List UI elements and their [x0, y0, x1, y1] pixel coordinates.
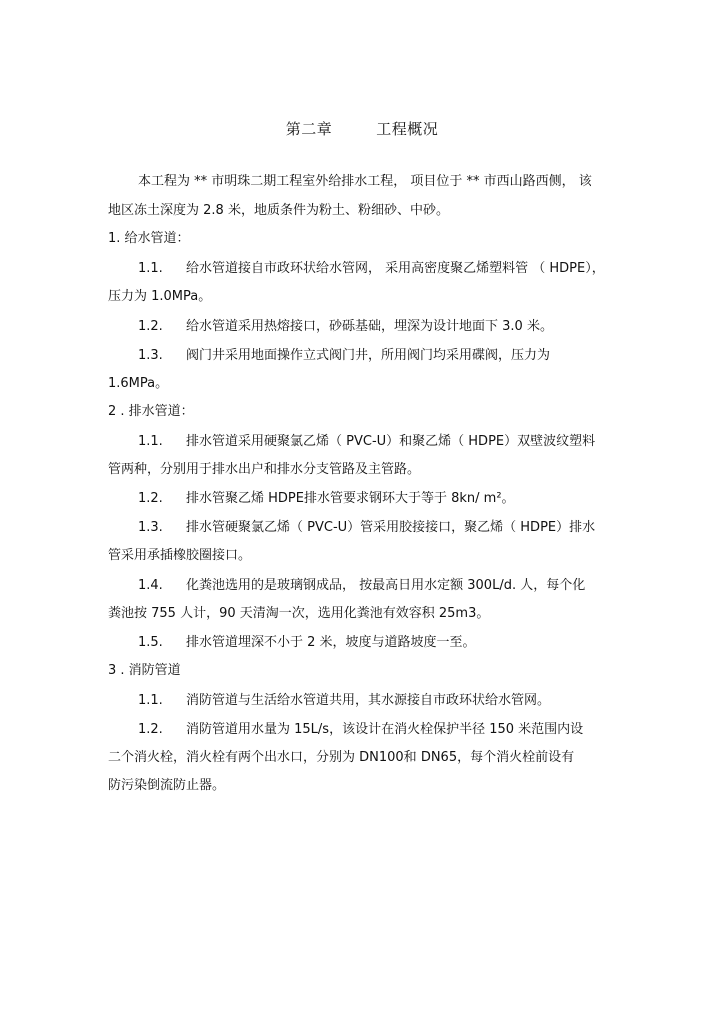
- item-text: 化粪池选用的是玻璃钢成品， 按最高日用水定额 300L/d. 人，每个化: [186, 578, 586, 593]
- item-continuation: 管两种，分别用于排水出户和排水分支管路及主管路。: [108, 462, 421, 477]
- item-number: 1.3.: [138, 520, 163, 535]
- item-text: 消防管道用水量为 15L/s，该设计在消火栓保护半径 150 米范围内设: [186, 722, 584, 737]
- item-continuation: 粪池按 755 人计，90 天清淘一次，选用化粪池有效容积 25m3。: [108, 606, 490, 621]
- item-number: 1.2.: [138, 491, 163, 506]
- item-continuation: 二个消火栓，消火栓有两个出水口，分别为 DN100和 DN65，每个消火栓前设有: [108, 750, 575, 765]
- intro-paragraph-line: 本工程为 ** 市明珠二期工程室外给排水工程， 项目位于 ** 市西山路西侧， 该: [138, 174, 592, 189]
- item-continuation: 1.6MPa。: [108, 376, 169, 391]
- page-title: [0, 118, 724, 139]
- item-text: 排水管硬聚氯乙烯（ PVC-U）管采用胶接接口，聚乙烯（ HDPE）排水: [186, 520, 596, 535]
- list-item: [138, 633, 658, 653]
- list-item: [138, 432, 658, 452]
- item-number: 1.4.: [138, 578, 163, 593]
- item-text: 给水管道接自市政环状给水管网， 采用高密度聚乙烯塑料管 （ HDPE），: [186, 261, 605, 276]
- item-continuation: 防污染倒流防止器。: [108, 778, 226, 793]
- intro-paragraph-line: 地区冻土深度为 2.8 米，地质条件为粉土、粉细砂、中砂。: [108, 203, 449, 218]
- item-number: 1.2.: [138, 722, 163, 737]
- list-item: [138, 489, 658, 509]
- item-continuation: 压力为 1.0MPa。: [108, 289, 212, 304]
- item-number: 1.1.: [138, 261, 163, 276]
- chapter-number: 第二章: [285, 120, 333, 138]
- list-item: [138, 691, 658, 711]
- item-number: 1.2.: [138, 319, 163, 334]
- item-text: 排水管道采用硬聚氯乙烯（ PVC-U）和聚乙烯（ HDPE）双壁波纹塑料: [186, 434, 596, 449]
- item-text: 排水管聚乙烯 HDPE排水管要求钢环大于等于 8kn/ m²。: [186, 491, 515, 506]
- chapter-name: 工程概况: [376, 120, 439, 138]
- section-heading-drainage: 2 . 排水管道：: [108, 404, 194, 419]
- list-item: [138, 346, 658, 366]
- list-item: [138, 720, 658, 740]
- item-number: 1.3.: [138, 348, 163, 363]
- item-number: 1.1.: [138, 434, 163, 449]
- list-item: [138, 576, 658, 596]
- list-item: [138, 518, 658, 538]
- section-heading-fire: 3 . 消防管道: [108, 663, 181, 678]
- list-item: [138, 317, 658, 337]
- item-text: 给水管道采用热熔接口，砂砾基础，埋深为设计地面下 3.0 米。: [186, 319, 553, 334]
- item-text: 阀门井采用地面操作立式阀门井，所用阀门均采用碟阀，压力为: [186, 348, 551, 363]
- item-number: 1.1.: [138, 693, 163, 708]
- section-heading-water-supply: 1. 给水管道：: [108, 231, 190, 246]
- item-text: 排水管道埋深不小于 2 米，坡度与道路坡度一至。: [186, 635, 476, 650]
- item-number: 1.5.: [138, 635, 163, 650]
- list-item: [138, 259, 658, 279]
- item-continuation: 管采用承插橡胶圈接口。: [108, 548, 252, 563]
- item-text: 消防管道与生活给水管道共用，其水源接自市政环状给水管网。: [186, 693, 551, 708]
